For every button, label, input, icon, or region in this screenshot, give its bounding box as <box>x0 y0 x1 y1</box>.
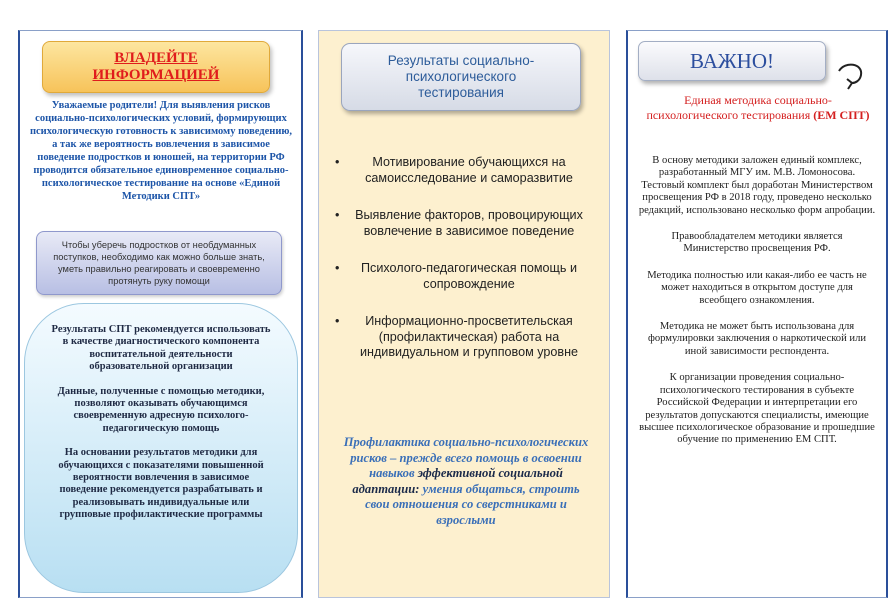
right-panel <box>626 30 888 598</box>
bullet-item: • Мотивирование обучающихся на самоисследование и саморазвитие <box>339 155 599 186</box>
method-details <box>638 155 876 461</box>
method-title <box>646 93 870 123</box>
left-title-box <box>42 41 270 93</box>
bullet-item: • Выявление факторов, провоцирующих вовлечение в зависимое поведение <box>339 208 599 239</box>
parents-intro: Уважаемые родители! Для выявления рисков социально-психологических условий, формирующих психологическую готовность к зависимому поведению, а так же вероятность вовлечения в зависимое поведение подростков и юношей, на территории РФ проводится обязательное единовременное социально-психологическое тестирование на основе «Единой Методики СПТ» <box>29 100 293 202</box>
callout-box: Чтобы уберечь подростков от необдуманных поступков, необходимо как можно больше знать, уметь правильно реагировать и своевременно протянуть руку помощи <box>36 231 282 295</box>
oval-paragraph: Данные, полученные с помощью методики, позволяют оказывать обучающимся своевременную адресную психолого-педагогическую помощь <box>57 385 265 434</box>
results-oval <box>24 303 298 593</box>
curved-arrow-icon <box>833 59 869 95</box>
slogan-emphasis: эффективной социальной адаптации: <box>352 466 563 496</box>
left-title: ВЛАДЕЙТЕ ИНФОРМАЦИЕЙ <box>92 50 220 83</box>
method-paragraph: Правообладателем методики является Министерство просвещения РФ. <box>671 231 843 255</box>
slogan-start: Профилактика социально-психологических рисков – прежде всего помощь в освоении навыков <box>343 435 589 480</box>
bullet-item: • Информационно-просветительская (профилактическая) работа на индивидуальном и групповом уровне <box>339 314 599 361</box>
prevention-slogan <box>339 435 593 528</box>
middle-title-box <box>341 43 581 111</box>
method-abbr: (ЕМ СПТ) <box>813 108 870 122</box>
middle-panel <box>318 30 610 598</box>
method-paragraph: В основу методики заложен единый комплекс, разработанный МГУ им. М.В. Ломоносова. Тестовый комплект был доработан Министерством просвещения РФ в 2018 году, проведено несколько редакций, использовано несколько форм апробации. <box>638 155 876 216</box>
method-paragraph: Методика не может быть использована для формулировки заключения о наркотической или иной зависимости респондента. <box>647 321 867 357</box>
important-title: ВАЖНО! <box>690 48 774 73</box>
left-panel <box>18 30 303 598</box>
oval-paragraph: На основании результатов методики для обучающихся с показателями повышенной вероятности вовлечения в зависимое поведение рекомендуется разрабатывать и реализовывать индивидуальные или групповые профилактические программы <box>58 447 264 521</box>
bullet-item: • Психолого-педагогическая помощь и сопровождение <box>339 261 599 292</box>
method-paragraph: Методика полностью или какая-либо ее часть не может находиться в открытом доступе для всеобщего ознакомления. <box>647 269 867 306</box>
important-title-box <box>638 41 826 81</box>
slogan-end: умения общаться, строить свои отношения со сверстниками и взрослыми <box>365 481 580 527</box>
results-bullet-list <box>339 155 599 383</box>
oval-paragraph: Результаты СПТ рекомендуется использовать в качестве диагностического компонента воспитательной деятельности образовательной организации <box>51 324 271 373</box>
middle-title: Результаты социально-психологического тестирования <box>387 53 535 100</box>
method-paragraph: К организации проведения социально-психологического тестирования в субъекте Российской Федерации и интерпретации его результатов допускаются специалисты, имеющие высшее психологическое образование и прошедшие обучение по применению ЕМ СПТ. <box>639 372 875 446</box>
method-title-text: Единая методика социально-психологического тестирования <box>646 93 832 122</box>
